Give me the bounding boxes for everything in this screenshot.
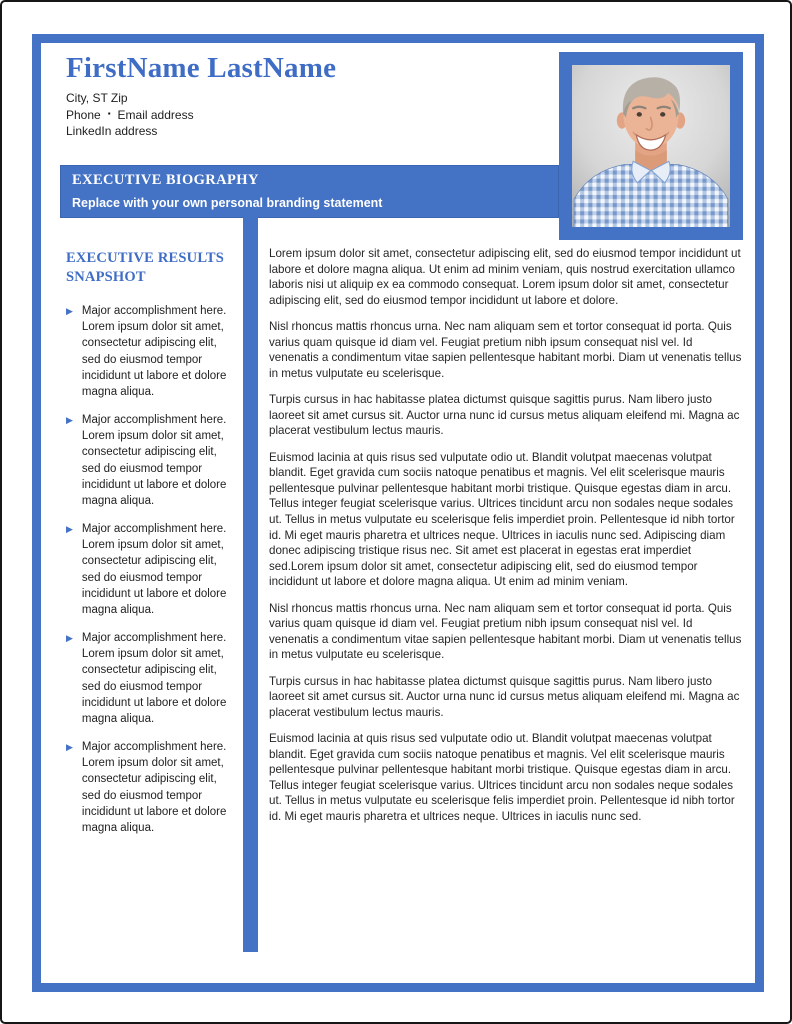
banner-subtitle: Replace with your own personal branding statement bbox=[72, 195, 383, 210]
body-paragraph: Euismod lacinia at quis risus sed vulputate odio ut. Blandit volutpat maecenas volutpat blandit. Eget gravida cum sociis natoque penatibus et magnis. Vel elit scelerisque mauris pellentesque pulvinar pellentesque habitant morbi tristique. Quisque egestas diam in arcu. Tellus integer feugiat scelerisque varius. Ultrices tincidunt arcu non sodales neque sodales ut. Tellus in metus vulputate eu scelerisque felis imperdiet proin. Pellentesque id nibh tortor id. Mi eget mauris pharetra et ultrices neque. Ultrices in iaculis nunc sed. Adipiscing diam donec adipiscing tristique risus nec. Sit amet est placerat in egestas erat imperdiet sed.Lorem ipsum dolor sit amet, consectetur adipiscing elit, sed do eiusmod tempor incididunt ut labore et dolore magna aliqua. Ut enim ad minim veniam. bbox=[269, 450, 735, 589]
square-separator-icon: ▪ bbox=[107, 109, 111, 119]
portrait-photo-frame bbox=[559, 52, 743, 240]
triangle-bullet-icon: ▶ bbox=[66, 414, 73, 425]
triangle-bullet-icon: ▶ bbox=[66, 632, 73, 643]
body-paragraph: Turpis cursus in hac habitasse platea dictumst quisque sagittis purus. Nam libero justo laoreet sit amet cursus sit. Auctor urna nunc id cursus metus aliquam eleifend mi. Magna ac placerat vestibulum lectus mauris. bbox=[269, 674, 740, 719]
banner-title: EXECUTIVE BIOGRAPHY bbox=[72, 172, 259, 188]
body-paragraph: Euismod lacinia at quis risus sed vulputate odio ut. Blandit volutpat maecenas volutpat blandit. Eget gravida cum sociis natoque penatibus et magnis. Vel elit scelerisque mauris pellentesque pulvinar pellentesque habitant morbi tristique. Quisque egestas diam in arcu. Tellus integer feugiat scelerisque varius. Ultrices tincidunt arcu non sodales neque sodales ut. Tellus in metus vulputate eu scelerisque felis imperdiet proin. Pellentesque id nibh tortor id. Mi eget mauris pharetra et ultrices neque. Ultrices in iaculis nunc sed. bbox=[269, 732, 735, 823]
list-item-text: Major accomplishment here. Lorem ipsum dolor sit amet, consectetur adipiscing elit, sed do eiusmod tempor incididunt ut labore et dolore magna aliqua. bbox=[81, 413, 227, 508]
list-item bbox=[66, 739, 238, 837]
list-item bbox=[66, 521, 238, 619]
header bbox=[66, 52, 506, 140]
accomplishment-list bbox=[66, 303, 238, 837]
biography-body bbox=[269, 246, 742, 836]
list-item-text: Major accomplishment here. Lorem ipsum dolor sit amet, consectetur adipiscing elit, sed do eiusmod tempor incididunt ut labore et dolore magna aliqua. bbox=[81, 522, 227, 617]
body-paragraph: Lorem ipsum dolor sit amet, consectetur adipiscing elit, sed do eiusmod tempor incididunt ut labore et dolore magna aliqua. Ut enim ad minim veniam, quis nostrud exercitation ullamco laboris nisi ut aliquip ex ea commodo consequat. Lorem ipsum dolor sit amet, consectetur adipiscing elit, sed do eiusmod tempor incididunt ut labore et dolore. bbox=[269, 247, 741, 307]
contact-phone-email-row bbox=[66, 107, 506, 124]
list-item-text: Major accomplishment here. Lorem ipsum dolor sit amet, consectetur adipiscing elit, sed do eiusmod tempor incididunt ut labore et dolore magna aliqua. bbox=[81, 631, 227, 726]
portrait-photo bbox=[572, 65, 730, 227]
contact-linkedin: LinkedIn address bbox=[66, 124, 158, 139]
body-paragraph: Nisl rhoncus mattis rhoncus urna. Nec nam aliquam sem et tortor consequat id porta. Quis varius quam quisque id diam vel. Feugiat pretium nibh ipsum consequat nisl vel. Id venenatis a condimentum vitae sapien pellentesque habitant morbi. Diam ut venenatis tellus in metus vulputate eu scelerisque. bbox=[269, 601, 742, 662]
triangle-bullet-icon: ▶ bbox=[66, 305, 73, 316]
sidebar-heading: EXECUTIVE RESULTS SNAPSHOT bbox=[66, 250, 224, 285]
contact-city: City, ST Zip bbox=[66, 91, 128, 106]
person-name: FirstName LastName bbox=[66, 52, 337, 84]
sidebar bbox=[66, 249, 238, 848]
contact-email: Email address bbox=[117, 107, 194, 122]
list-item-text: Major accomplishment here. Lorem ipsum dolor sit amet, consectetur adipiscing elit, sed do eiusmod tempor incididunt ut labore et dolore magna aliqua. bbox=[81, 304, 227, 399]
body-paragraph: Nisl rhoncus mattis rhoncus urna. Nec nam aliquam sem et tortor consequat id porta. Quis varius quam quisque id diam vel. Feugiat pretium nibh ipsum consequat nisl vel. Id venenatis a condimentum vitae sapien pellentesque habitant morbi. Diam ut venenatis tellus in metus vulputate eu scelerisque. bbox=[269, 320, 742, 380]
triangle-bullet-icon: ▶ bbox=[66, 741, 73, 752]
contact-block bbox=[66, 90, 506, 140]
biography-banner bbox=[60, 165, 559, 218]
list-item bbox=[66, 412, 238, 510]
list-item bbox=[66, 303, 238, 401]
list-item-text: Major accomplishment here. Lorem ipsum dolor sit amet, consectetur adipiscing elit, sed do eiusmod tempor incididunt ut labore et dolore magna aliqua. bbox=[81, 740, 227, 835]
column-divider bbox=[243, 217, 258, 952]
contact-phone: Phone bbox=[66, 107, 101, 122]
triangle-bullet-icon: ▶ bbox=[66, 523, 73, 534]
body-paragraph: Turpis cursus in hac habitasse platea dictumst quisque sagittis purus. Nam libero justo laoreet sit amet cursus sit. Auctor urna nunc id cursus metus aliquam eleifend mi. Magna ac placerat vestibulum lectus mauris. bbox=[269, 393, 740, 438]
list-item bbox=[66, 630, 238, 728]
